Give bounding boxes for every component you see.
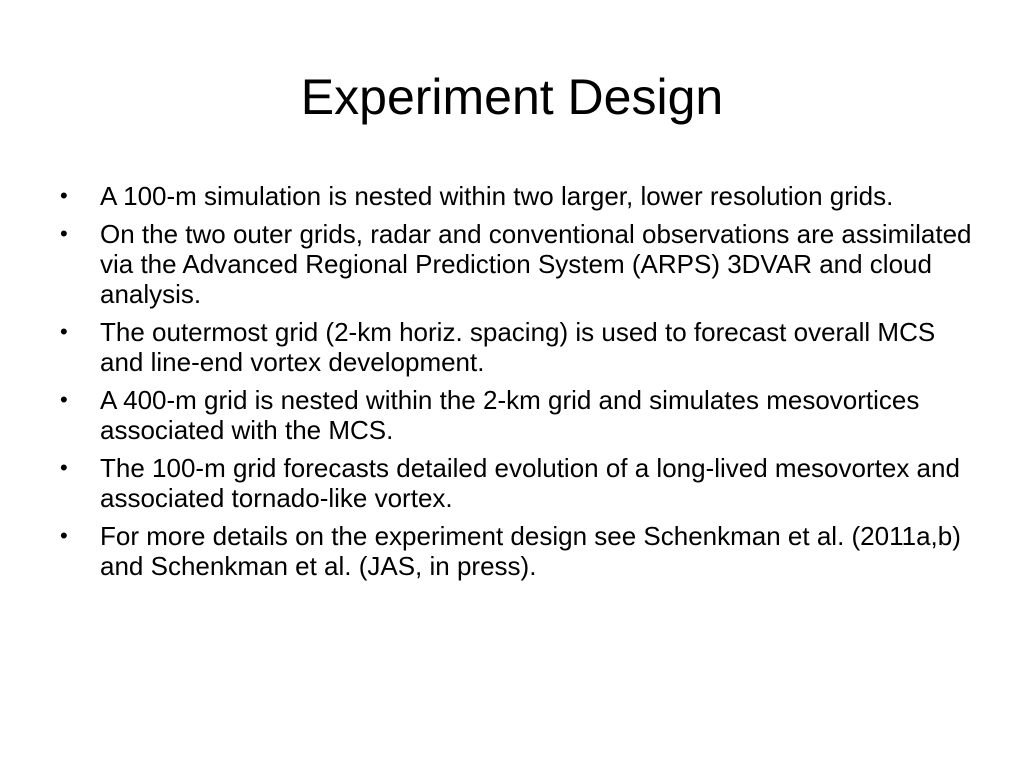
bullet-icon: • bbox=[60, 319, 68, 344]
bullet-text-1: A 100-m simulation is nested within two larger, lower resolution grids. bbox=[100, 181, 894, 211]
bullet-text-3: The outermost grid (2-km horiz. spacing) is used to forecast overall MCS and line-end vortex development. bbox=[100, 317, 936, 377]
bullet-icon: • bbox=[60, 455, 68, 480]
bullet-item-6 bbox=[56, 521, 976, 581]
bullet-icon: • bbox=[60, 183, 68, 208]
bullet-text-2: On the two outer grids, radar and conventional observations are assimilated via the Advanced Regional Prediction System (ARPS) 3DVAR and cloud analysis. bbox=[100, 219, 972, 309]
slide-title: Experiment Design bbox=[300, 69, 724, 125]
bullet-item-1 bbox=[56, 181, 976, 211]
bullet-item-5 bbox=[56, 453, 976, 513]
bullet-text-5: The 100-m grid forecasts detailed evolution of a long-lived mesovortex and associated tornado-like vortex. bbox=[100, 453, 960, 513]
bullet-item-3 bbox=[56, 317, 976, 377]
bullet-icon: • bbox=[60, 523, 68, 548]
bullet-text-6: For more details on the experiment design see Schenkman et al. (2011a,b) and Schenkman et al. (JAS, in press). bbox=[100, 521, 961, 581]
bullet-item-4 bbox=[56, 385, 976, 445]
bullet-icon: • bbox=[60, 221, 68, 246]
bullet-icon: • bbox=[60, 387, 68, 412]
bullet-list bbox=[56, 181, 976, 589]
bullet-text-4: A 400-m grid is nested within the 2-km grid and simulates mesovortices associated with the MCS. bbox=[100, 385, 920, 445]
bullet-item-2 bbox=[56, 219, 976, 309]
